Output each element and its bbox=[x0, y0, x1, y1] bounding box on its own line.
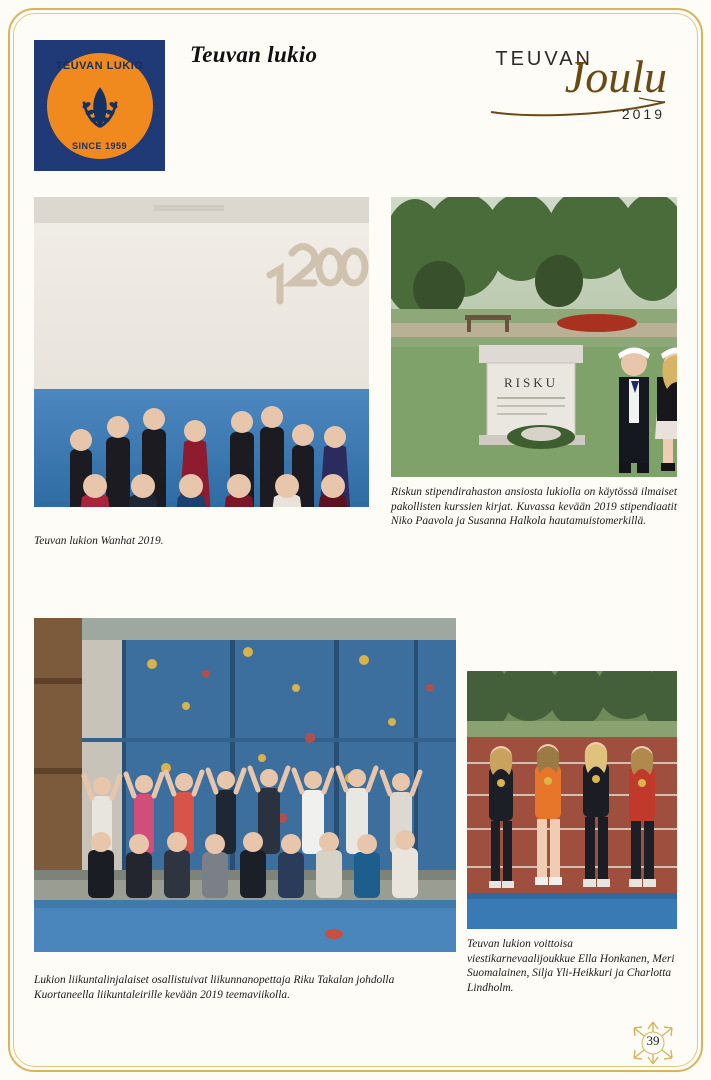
page-title: Teuvan lukio bbox=[190, 42, 318, 67]
caption-risku-stipendiaatit: Riskun stipendirahaston ansiosta lukiolla on käytössä ilmaiset pakollisten kurssien kirjat. Kuvassa kevään 2019 stipendiaatit Niko Paavola ja Susanna Halkola hautamuistomerkillä. bbox=[391, 486, 677, 528]
caption-viestikarnevaalijoukkue: Teuvan lukion voittoisa viestikarnevaalijoukkue Ella Honkanen, Meri Suomalainen, Silja Yli-Heikkuri ja Charlotta Lindholm. bbox=[467, 938, 675, 994]
caption-liikuntaleiri-kuortane: Lukion liikuntalinjalaiset osallistuivat liikunnanopettaja Riku Takalan johdolla Kuortaneella liikuntaleirille kevään 2019 teemaviikolla. bbox=[34, 974, 395, 1001]
svg-text:RISKU: RISKU bbox=[503, 375, 559, 390]
photo-wanhat-2019 bbox=[34, 197, 369, 507]
logo-top-label: TEUVAN LUKIO bbox=[55, 59, 144, 72]
masthead-teuvan: TEUVAN bbox=[495, 48, 593, 70]
photo-viestikarnevaalijoukkue bbox=[467, 671, 677, 929]
photo-risku-stipendiaatit bbox=[391, 197, 677, 477]
caption-wanhat-2019: Teuvan lukion Wanhat 2019. bbox=[34, 535, 164, 547]
laurel-wreath-emblem bbox=[73, 80, 127, 134]
school-logo bbox=[34, 40, 165, 171]
page-number-ornament bbox=[625, 1020, 681, 1066]
magazine-masthead bbox=[479, 44, 679, 134]
logo-bottom-label: SINCE 1959 bbox=[71, 140, 128, 151]
masthead-joulu: Joulu bbox=[564, 51, 667, 102]
masthead-year: 2019 bbox=[621, 106, 665, 122]
photo-liikuntaleiri-kuortane bbox=[34, 618, 456, 952]
logo-circle bbox=[44, 50, 156, 162]
page-number: 39 bbox=[646, 1033, 660, 1048]
